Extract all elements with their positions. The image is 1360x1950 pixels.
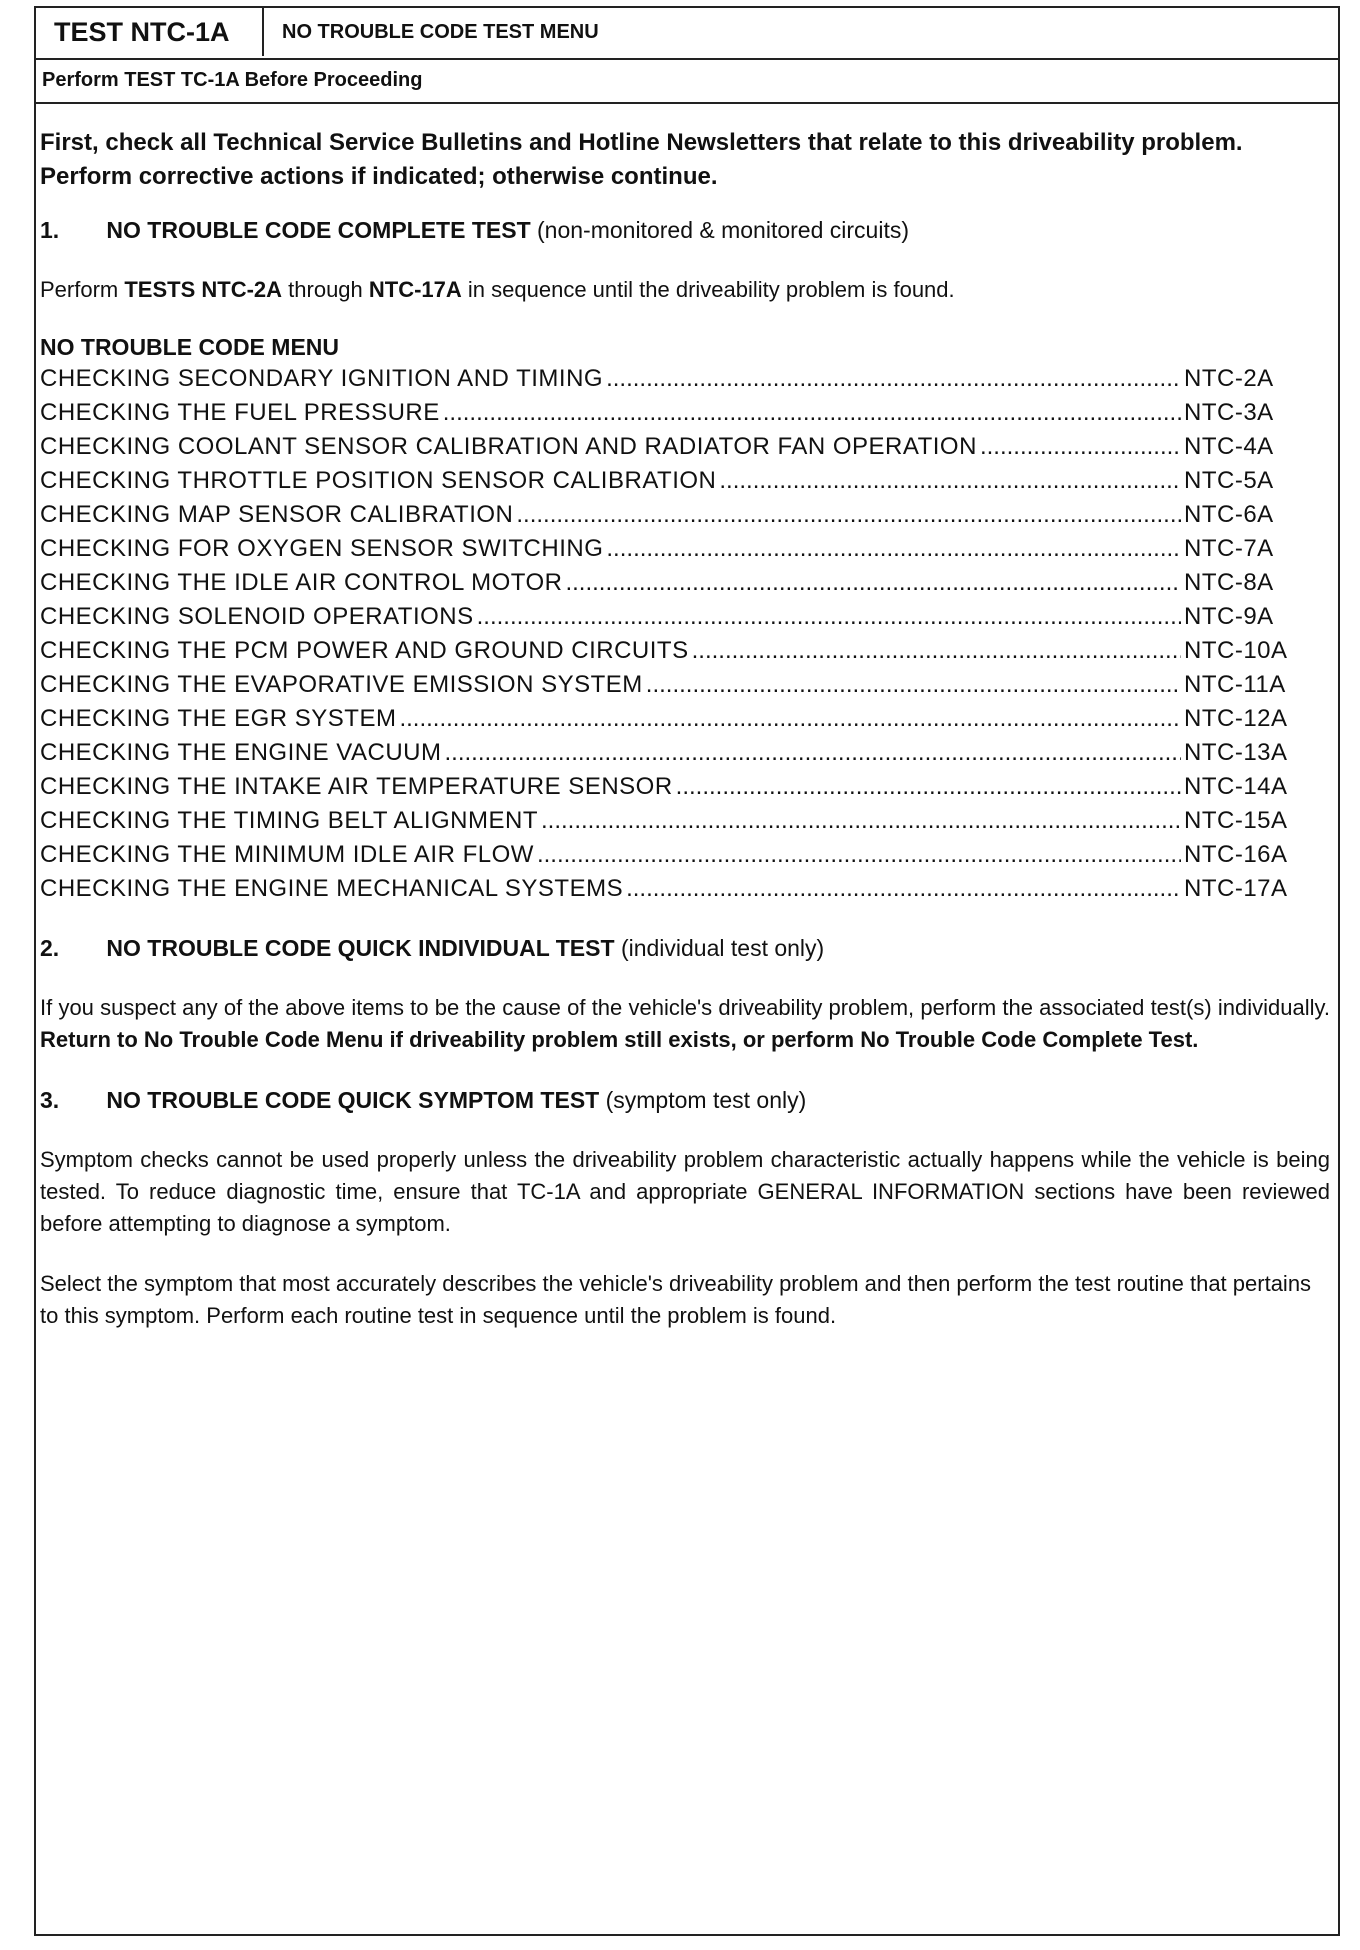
menu-item — [40, 702, 1330, 736]
menu-item — [40, 668, 1330, 702]
menu-item — [40, 430, 1330, 464]
menu-item-label: CHECKING THE TIMING BELT ALIGNMENT — [40, 807, 538, 834]
test-id: TEST NTC-1A — [36, 8, 264, 56]
section-1-note: (non-monitored & monitored circuits) — [537, 217, 909, 243]
menu-item-code: NTC-4A — [1184, 433, 1274, 460]
section-1-title: NO TROUBLE CODE COMPLETE TEST — [106, 217, 531, 243]
section-1-instruction — [40, 274, 1330, 306]
instruction-pre: Perform — [40, 277, 125, 302]
header-row — [36, 8, 1338, 60]
section-3-heading — [40, 1084, 1330, 1116]
menu-item-label: CHECKING THE EVAPORATIVE EMISSION SYSTEM — [40, 671, 643, 698]
menu-item-code: NTC-7A — [1184, 535, 1274, 562]
menu-item — [40, 396, 1330, 430]
section-2-body — [40, 992, 1330, 1056]
leader-dots — [443, 396, 1181, 430]
test-sheet — [34, 6, 1340, 1936]
menu-item-code: NTC-2A — [1184, 365, 1274, 392]
section-3-paragraph-1: Symptom checks cannot be used properly unless the driveability problem characteristic actually happens while the vehicle is being tested. To reduce diagnostic time, ensure that TC-1A and appropriate GENERAL INFORMATION sections have been reviewed before attempting to diagnose a symptom. — [40, 1147, 1330, 1236]
menu-item — [40, 838, 1330, 872]
section-2-text: If you suspect any of the above items to be the cause of the vehicle's driveability problem, perform the associated test(s) individually. — [40, 995, 1330, 1020]
menu-item-code: NTC-13A — [1184, 739, 1288, 766]
menu-item-label: CHECKING THE INTAKE AIR TEMPERATURE SENSOR — [40, 773, 673, 800]
section-3-note: (symptom test only) — [605, 1087, 807, 1113]
menu-item-label: CHECKING THE EGR SYSTEM — [40, 705, 397, 732]
menu-item-label: CHECKING THE MINIMUM IDLE AIR FLOW — [40, 841, 534, 868]
test-body — [36, 104, 1338, 1360]
leader-dots — [980, 430, 1181, 464]
leader-dots — [477, 600, 1181, 634]
section-2-number: 2. — [40, 935, 60, 961]
menu-item-label: CHECKING FOR OXYGEN SENSOR SWITCHING — [40, 535, 604, 562]
leader-dots — [676, 770, 1181, 804]
section-3-paragraph-2: Select the symptom that most accurately describes the vehicle's driveability problem and then perform the test routine that pertains to this symptom. Perform each routine test in sequence until the problem is found. — [40, 1271, 1312, 1328]
menu-item-label: CHECKING SECONDARY IGNITION AND TIMING — [40, 365, 604, 392]
menu-item-code: NTC-9A — [1184, 603, 1274, 630]
section-2-heading — [40, 932, 1330, 964]
menu-item — [40, 872, 1330, 906]
menu-item-code: NTC-17A — [1184, 875, 1288, 902]
menu-item — [40, 634, 1330, 668]
menu-item-code: NTC-12A — [1184, 705, 1288, 732]
menu-item-label: CHECKING SOLENOID OPERATIONS — [40, 603, 474, 630]
menu-item-code: NTC-8A — [1184, 569, 1274, 596]
menu-item-code: NTC-6A — [1184, 501, 1274, 528]
leader-dots — [516, 498, 1181, 532]
menu-item-label: CHECKING THE IDLE AIR CONTROL MOTOR — [40, 569, 563, 596]
menu-item — [40, 362, 1330, 396]
test-menu-list — [40, 362, 1330, 906]
leader-dots — [692, 634, 1181, 668]
menu-item-label: CHECKING COOLANT SENSOR CALIBRATION AND RADIATOR FAN OPERATION — [40, 433, 977, 460]
menu-item-code: NTC-3A — [1184, 399, 1274, 426]
menu-item-label: CHECKING THE FUEL PRESSURE — [40, 399, 440, 426]
section-3-title: NO TROUBLE CODE QUICK SYMPTOM TEST — [106, 1087, 600, 1113]
leader-dots — [399, 702, 1181, 736]
instruction-mid: through — [282, 277, 369, 302]
menu-item — [40, 804, 1330, 838]
section-1-heading — [40, 214, 1330, 246]
intro-paragraph: First, check all Technical Service Bulletins and Hotline Newsletters that relate to this driveability problem. Perform corrective actions if indicated; otherwise continue. — [40, 129, 1243, 190]
leader-dots — [445, 736, 1182, 770]
menu-item-code: NTC-14A — [1184, 773, 1288, 800]
instruction-first-test: TESTS NTC-2A — [124, 277, 283, 302]
menu-item — [40, 566, 1330, 600]
leader-dots — [565, 566, 1181, 600]
test-title: NO TROUBLE CODE TEST MENU — [282, 21, 599, 43]
menu-item-label: CHECKING THE PCM POWER AND GROUND CIRCUITS — [40, 637, 689, 664]
leader-dots — [537, 838, 1181, 872]
menu-item-label: CHECKING MAP SENSOR CALIBRATION — [40, 501, 514, 528]
leader-dots — [646, 668, 1181, 702]
section-2-bold-text: Return to No Trouble Code Menu if driveability problem still exists, or perform No Trouble Code Complete Test. — [40, 1027, 1199, 1052]
section-1-number: 1. — [40, 217, 60, 243]
menu-item — [40, 770, 1330, 804]
menu-item-label: CHECKING THROTTLE POSITION SENSOR CALIBRATION — [40, 467, 717, 494]
menu-item-label: CHECKING THE ENGINE MECHANICAL SYSTEMS — [40, 875, 624, 902]
leader-dots — [541, 804, 1181, 838]
section-3-number: 3. — [40, 1087, 60, 1113]
instruction-post: in sequence until the driveability problem is found. — [461, 277, 955, 302]
leader-dots — [626, 872, 1181, 906]
leader-dots — [719, 464, 1181, 498]
menu-item — [40, 736, 1330, 770]
prerequisite-note: Perform TEST TC-1A Before Proceeding — [36, 58, 1338, 104]
menu-item — [40, 600, 1330, 634]
menu-item-label: CHECKING THE ENGINE VACUUM — [40, 739, 442, 766]
menu-item-code: NTC-11A — [1184, 671, 1286, 698]
menu-item-code: NTC-5A — [1184, 467, 1274, 494]
menu-item — [40, 498, 1330, 532]
menu-item-code: NTC-16A — [1184, 841, 1288, 868]
menu-item — [40, 464, 1330, 498]
instruction-last-test: NTC-17A — [368, 277, 462, 302]
menu-title: NO TROUBLE CODE MENU — [40, 334, 339, 360]
menu-item-code: NTC-15A — [1184, 807, 1288, 834]
section-2-title: NO TROUBLE CODE QUICK INDIVIDUAL TEST — [106, 935, 615, 961]
menu-item — [40, 532, 1330, 566]
leader-dots — [606, 362, 1181, 396]
section-2-note: (individual test only) — [620, 935, 825, 961]
menu-item-code: NTC-10A — [1184, 637, 1288, 664]
leader-dots — [606, 532, 1181, 566]
